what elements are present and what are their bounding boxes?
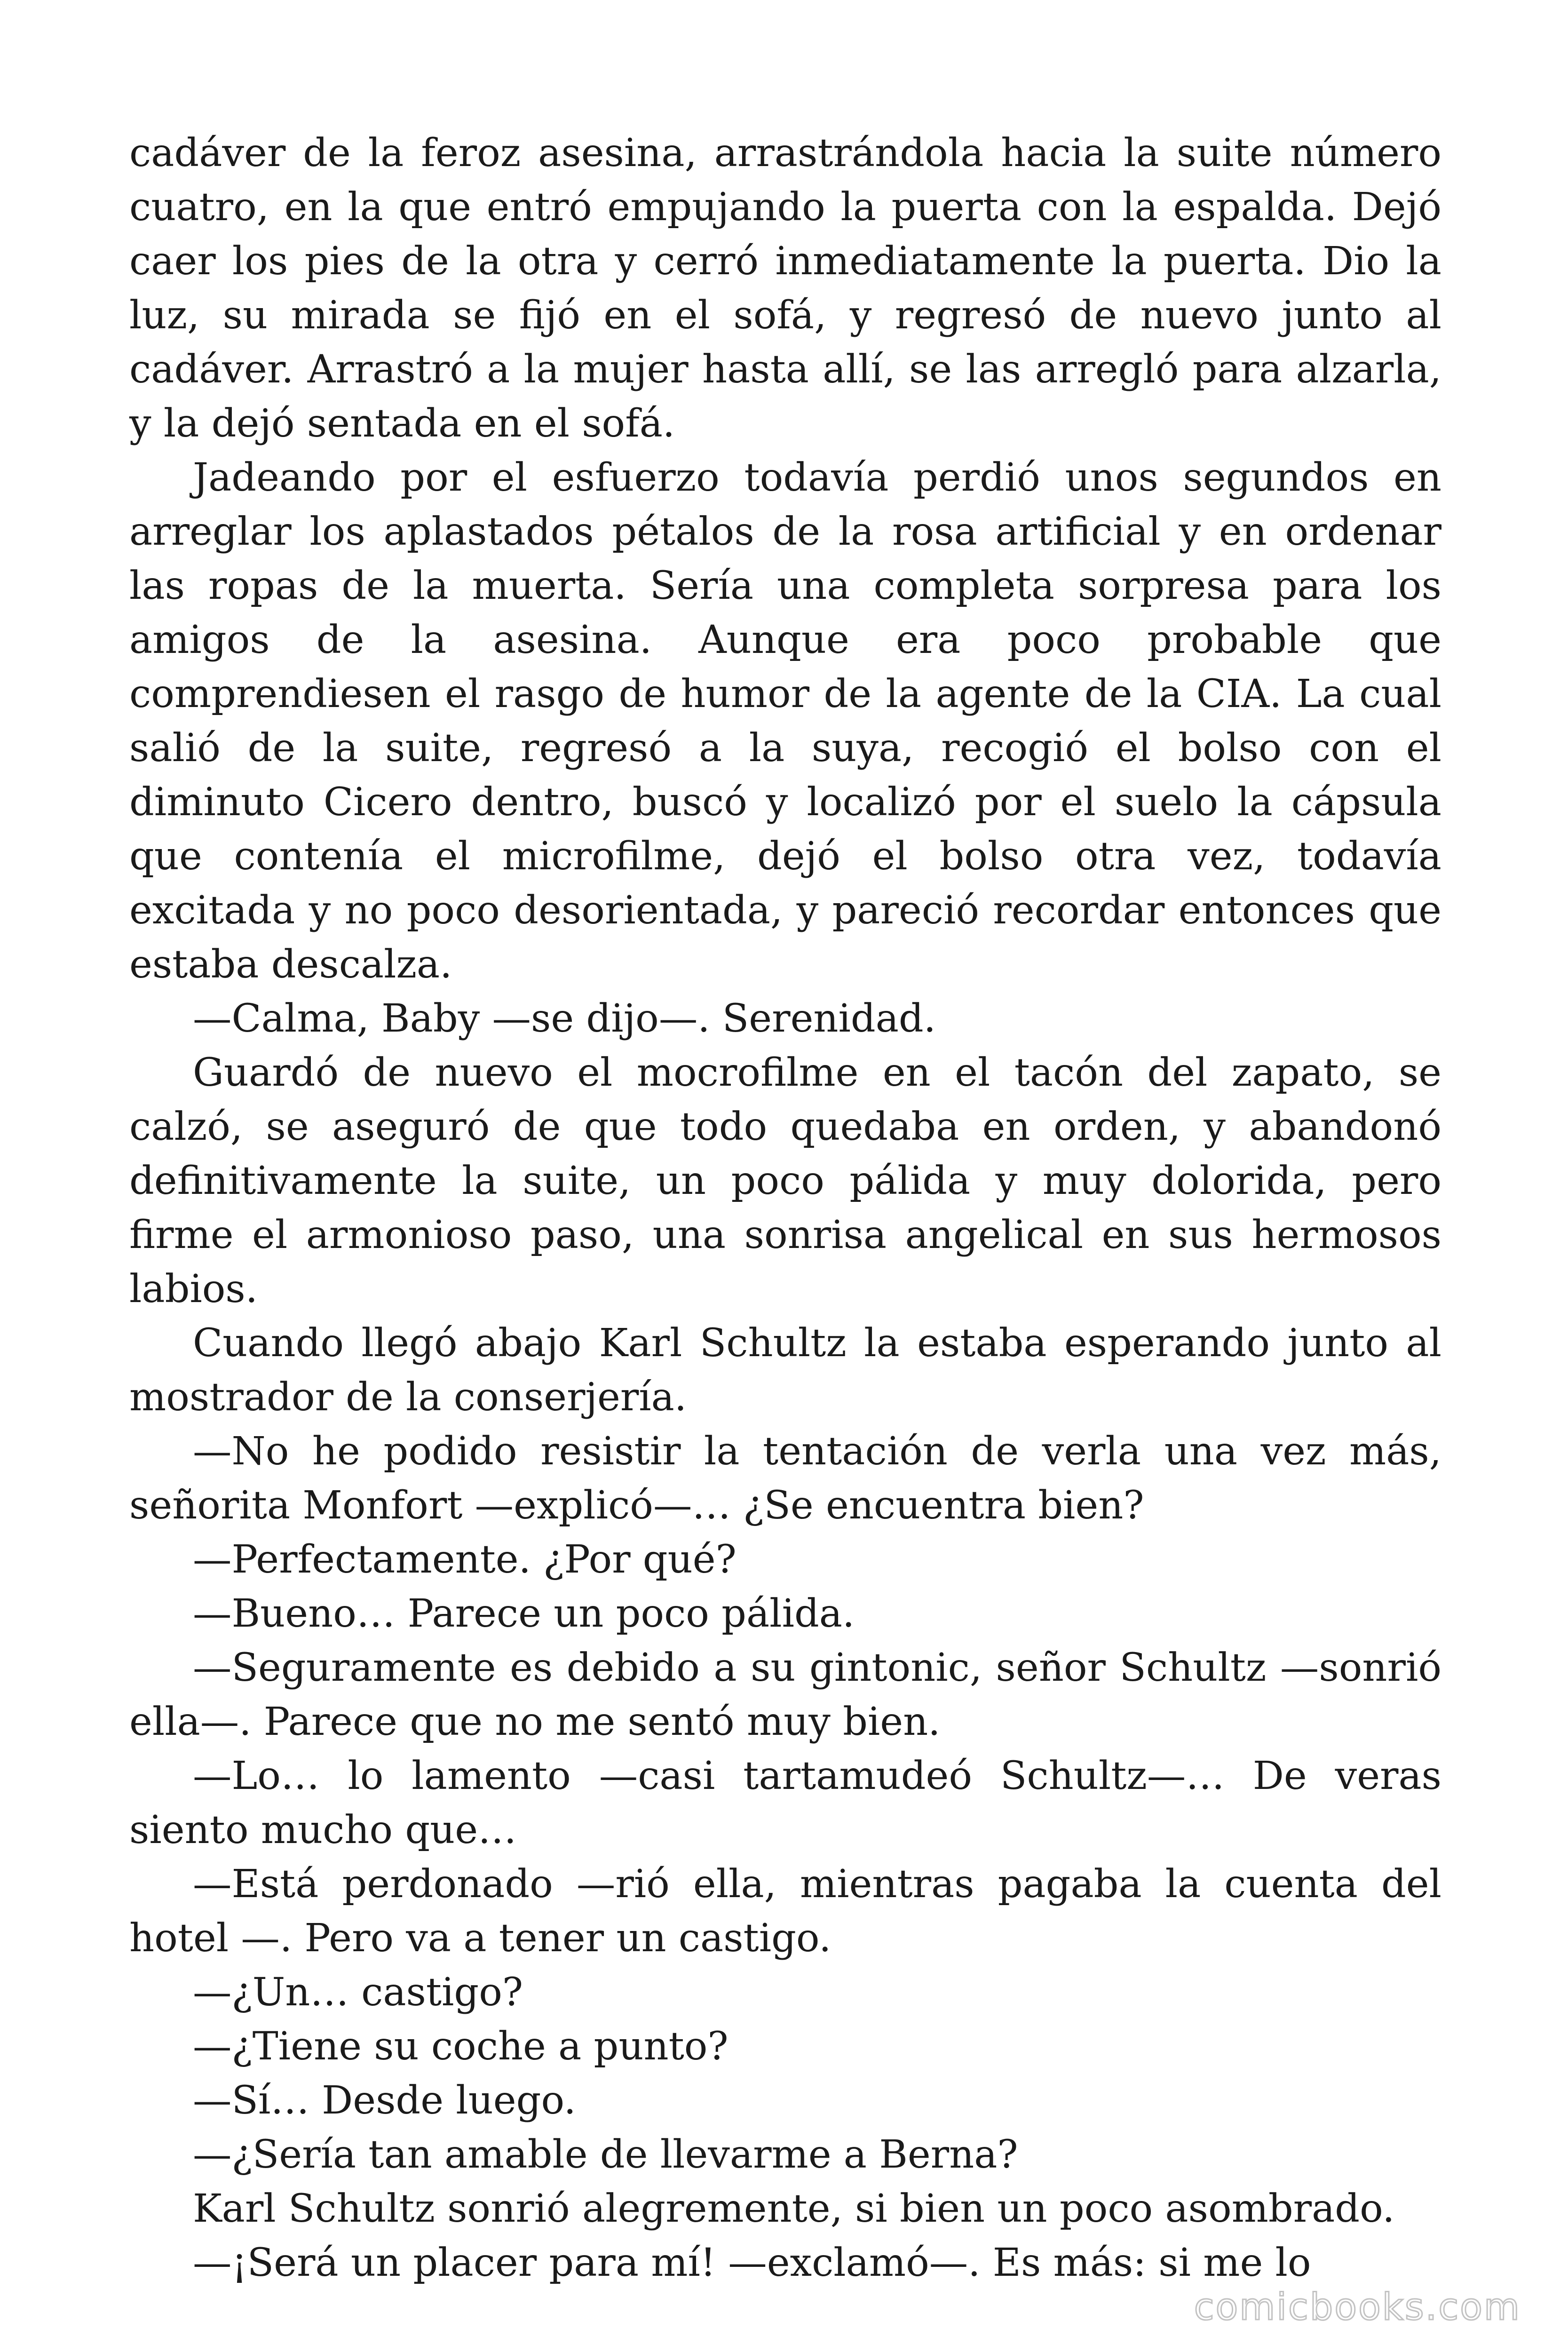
- paragraph-8: —Bueno… Parece un poco pálida.: [193, 1591, 855, 1636]
- paragraph-6: —No he podido resistir la tentación de verla una vez más, señorita Monfort —explicó—… ¿Se encuentra bien?: [129, 1429, 1441, 1528]
- paragraph-12: —¿Un… castigo?: [193, 1970, 523, 2015]
- paragraph-10: —Lo… lo lamento —casi tartamudeó Schultz—… De veras siento mucho que…: [129, 1753, 1441, 1852]
- paragraph-13: —¿Tiene su coche a punto?: [193, 2024, 729, 2069]
- paragraph-14: —Sí… Desde luego.: [193, 2078, 576, 2123]
- paragraph-3: —Calma, Baby —se dijo—. Serenidad.: [193, 996, 936, 1041]
- paragraph-4: Guardó de nuevo el mocrofilme en el tacón del zapato, se calzó, se aseguró de que todo quedaba en orden, y abandonó definitivamente la suite, un poco pálida y muy dolorida, pero firme el armonioso paso, una sonrisa angelical en sus hermosos labios.: [129, 1050, 1441, 1311]
- paragraph-7: —Perfectamente. ¿Por qué?: [193, 1537, 736, 1582]
- book-page: [129, 126, 1441, 2285]
- watermark: comicbooks.com: [1194, 2286, 1521, 2328]
- paragraph-11: —Está perdonado —rió ella, mientras pagaba la cuenta del hotel —. Pero va a tener un castigo.: [129, 1861, 1441, 1961]
- paragraph-1: cadáver de la feroz asesina, arrastrándola hacia la suite número cuatro, en la que entró empujando la puerta con la espalda. Dejó caer los pies de la otra y cerró inmediatamente la puerta. Dio la luz, su mirada se fijó en el sofá, y regresó de nuevo junto al cadáver. Arrastró a la mujer hasta allí, se las arregló para alzarla, y la dejó sentada en el sofá.: [129, 130, 1441, 446]
- paragraph-15: —¿Sería tan amable de llevarme a Berna?: [193, 2132, 1018, 2177]
- paragraph-16: Karl Schultz sonrió alegremente, si bien un poco asombrado.: [193, 2186, 1395, 2231]
- paragraph-5: Cuando llegó abajo Karl Schultz la estaba esperando junto al mostrador de la conserjería.: [129, 1320, 1441, 1420]
- paragraph-2: Jadeando por el esfuerzo todavía perdió unos segundos en arreglar los aplastados pétalos de la rosa artificial y en ordenar las ropas de la muerta. Sería una completa sorpresa para los amigos de la asesina. Aunque era poco probable que comprendiesen el rasgo de humor de la agente de la CIA. La cual salió de la suite, regresó a la suya, recogió el bolso con el diminuto Cicero dentro, buscó y localizó por el suelo la cápsula que contenía el microfilme, dejó el bolso otra vez, todavía excitada y no poco desorientada, y pareció recordar entonces que estaba descalza.: [129, 455, 1441, 987]
- paragraph-9: —Seguramente es debido a su gintonic, señor Schultz —sonrió ella—. Parece que no me sentó muy bien.: [129, 1645, 1441, 1744]
- paragraph-17: —¡Será un placer para mí! —exclamó—. Es más: si me lo: [193, 2240, 1311, 2285]
